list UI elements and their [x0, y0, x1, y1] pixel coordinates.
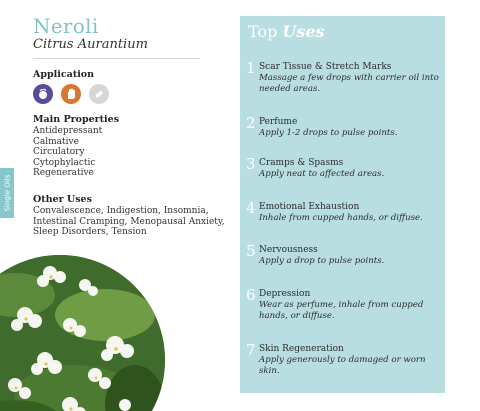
top-use-description: Wear as perfume, inhale from cupped hands, or diffuse.: [259, 300, 424, 321]
top-use-number: 2: [246, 114, 256, 132]
top-use-description: Massage a few drops with carrier oil into needed areas.: [259, 73, 439, 94]
top-use-description: Apply a drop to pulse points.: [259, 256, 385, 266]
property-item: Cytophylactic: [33, 157, 96, 168]
top-use-number: 6: [246, 286, 256, 304]
property-item: Antidepressant: [33, 126, 103, 136]
side-tab-label: Single Oils: [3, 174, 12, 212]
title-divider: [33, 58, 200, 59]
property-item: Circulatory: [33, 147, 85, 158]
topical-icon: [61, 84, 81, 104]
aromatic-icon: [33, 84, 53, 104]
page-number: 96: [14, 397, 22, 404]
top-uses-title-plain: Top: [248, 22, 278, 41]
internal-icon: [89, 84, 109, 104]
application-icons: [33, 84, 109, 104]
top-use-name: Skin Regeneration: [259, 344, 344, 354]
top-use-number: 1: [246, 59, 256, 77]
section-side-tab: [0, 168, 14, 218]
top-use-name: Perfume: [259, 117, 298, 127]
top-use-description: Apply 1-2 drops to pulse points.: [259, 128, 398, 138]
top-uses-title-script: Uses: [282, 22, 325, 41]
top-use-number: 3: [246, 155, 256, 173]
top-use-name: Cramps & Spasms: [259, 158, 344, 168]
top-use-name: Scar Tissue & Stretch Marks: [259, 62, 392, 72]
property-item: Regenerative: [33, 168, 94, 179]
top-uses-title: [248, 22, 325, 41]
oil-latin-name: Citrus Aurantium: [33, 37, 148, 52]
other-uses-text: Convalescence, Indigestion, Insomnia, Intestinal Cramping, Menopausal Anxiety, Sleep Disorders, Tension: [33, 206, 225, 238]
top-use-name: Depression: [259, 289, 311, 299]
top-use-description: Apply neat to affected areas.: [259, 169, 385, 179]
main-properties-list: [33, 126, 102, 179]
neroli-blossom-image: [0, 255, 165, 411]
main-properties-heading: Main Properties: [33, 114, 120, 125]
application-heading: Application: [33, 69, 95, 80]
top-use-name: Emotional Exhaustion: [259, 202, 360, 212]
top-use-name: Nervousness: [259, 245, 318, 255]
other-uses-heading: Other Uses: [33, 194, 92, 205]
top-use-number: 7: [246, 341, 256, 359]
top-uses-panel: [240, 16, 445, 393]
oil-name: Neroli: [33, 14, 99, 38]
top-use-description: Apply generously to damaged or worn skin.: [259, 355, 426, 376]
top-use-number: 5: [246, 242, 256, 260]
top-use-description: Inhale from cupped hands, or diffuse.: [259, 213, 423, 223]
property-item: Calmative: [33, 136, 79, 147]
top-use-number: 4: [246, 199, 256, 217]
